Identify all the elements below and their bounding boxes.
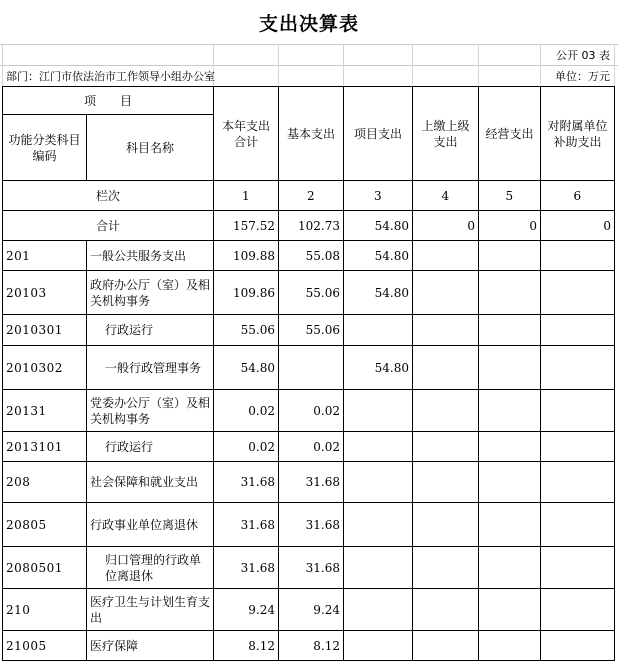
table-row [3,390,615,432]
function-code-cell: 20805 [3,503,87,547]
function-code-cell: 2013101 [3,432,87,462]
amount-cell [413,432,479,462]
amount-cell [344,462,413,503]
amount-cell [413,315,479,346]
table-row [3,271,615,315]
amount-cell: 55.06 [279,271,344,315]
header-business: 经营支出 [479,87,541,181]
department-label: 部门：江门市依法治市工作领导小组办公室 [6,70,215,83]
amount-cell [344,390,413,432]
amount-cell [541,503,615,547]
total-value: 0 [541,211,615,241]
table-row [3,547,615,589]
function-code-cell: 2010302 [3,346,87,390]
table-row [3,589,615,631]
col-index-num: 4 [413,181,479,211]
amount-cell [541,547,615,589]
subject-name-cell: 行政事业单位离退休 [87,503,214,547]
amount-cell [413,346,479,390]
function-code-cell: 201 [3,241,87,271]
header-subject-name: 科目名称 [87,115,214,181]
amount-cell: 31.68 [279,503,344,547]
amount-cell: 31.68 [279,547,344,589]
total-value: 0 [413,211,479,241]
subject-name-cell: 一般公共服务支出 [87,241,214,271]
amount-cell [541,631,615,661]
table-row [3,462,615,503]
col-index-num: 6 [541,181,615,211]
col-index-label: 栏次 [3,181,214,211]
table-body [3,241,615,661]
subject-name-cell: 行政运行 [87,315,214,346]
table-row [3,241,615,271]
amount-cell [344,547,413,589]
total-value: 54.80 [344,211,413,241]
header-total: 本年支出合计 [214,87,279,181]
subject-name-cell: 一般行政管理事务 [87,346,214,390]
subject-name-cell: 归口管理的行政单位离退休 [87,547,214,589]
amount-cell: 8.12 [214,631,279,661]
total-label: 合计 [3,211,214,241]
page-title: 支出决算表 [258,12,359,35]
header-project: 项目支出 [344,87,413,181]
amount-cell: 31.68 [214,462,279,503]
amount-cell [541,462,615,503]
amount-cell [479,432,541,462]
subject-name-cell: 党委办公厅（室）及相关机构事务 [87,390,214,432]
function-code-cell: 2080501 [3,547,87,589]
total-value: 102.73 [279,211,344,241]
amount-cell [413,241,479,271]
amount-cell [344,631,413,661]
amount-cell [541,390,615,432]
subject-name-cell: 医疗保障 [87,631,214,661]
amount-cell [541,589,615,631]
table-row [3,315,615,346]
function-code-cell: 20131 [3,390,87,432]
amount-cell: 0.02 [279,390,344,432]
amount-cell [344,503,413,547]
amount-cell [413,462,479,503]
function-code-cell: 208 [3,462,87,503]
form-number: 公开 03 表 [556,49,610,62]
table-row [3,503,615,547]
amount-cell: 54.80 [344,241,413,271]
amount-cell [479,631,541,661]
amount-cell: 54.80 [344,346,413,390]
amount-cell: 31.68 [214,547,279,589]
amount-cell: 0.02 [214,432,279,462]
table-row [3,631,615,661]
function-code-cell: 210 [3,589,87,631]
amount-cell: 54.80 [344,271,413,315]
subject-name-cell: 社会保障和就业支出 [87,462,214,503]
amount-cell [344,589,413,631]
amount-cell [413,589,479,631]
table-row [3,432,615,462]
amount-cell [541,432,615,462]
col-index-num: 3 [344,181,413,211]
table-row [3,346,615,390]
amount-cell [479,462,541,503]
amount-cell: 9.24 [214,589,279,631]
col-index-num: 5 [479,181,541,211]
amount-cell [479,346,541,390]
col-index-num: 2 [279,181,344,211]
unit-label: 单位：万元 [555,70,610,83]
amount-cell [479,271,541,315]
expenditure-table [2,86,615,661]
subject-name-cell: 行政运行 [87,432,214,462]
amount-cell: 31.68 [279,462,344,503]
function-code-cell: 20103 [3,271,87,315]
header-func-code: 功能分类科目编码 [3,115,87,181]
amount-cell [413,631,479,661]
amount-cell [344,315,413,346]
amount-cell [479,241,541,271]
amount-cell: 31.68 [214,503,279,547]
amount-cell [541,271,615,315]
amount-cell [541,315,615,346]
amount-cell [541,346,615,390]
amount-cell: 55.06 [279,315,344,346]
amount-cell [479,390,541,432]
amount-cell: 109.88 [214,241,279,271]
amount-cell [541,241,615,271]
amount-cell [479,315,541,346]
amount-cell [413,390,479,432]
subject-name-cell: 政府办公厅（室）及相关机构事务 [87,271,214,315]
subject-name-cell: 医疗卫生与计划生育支出 [87,589,214,631]
function-code-cell: 2010301 [3,315,87,346]
function-code-cell: 21005 [3,631,87,661]
header-upper: 上缴上级支出 [413,87,479,181]
total-value: 157.52 [214,211,279,241]
col-index-num: 1 [214,181,279,211]
amount-cell: 9.24 [279,589,344,631]
amount-cell: 55.08 [279,241,344,271]
amount-cell: 55.06 [214,315,279,346]
amount-cell: 0.02 [214,390,279,432]
amount-cell [413,547,479,589]
header-basic: 基本支出 [279,87,344,181]
amount-cell [479,503,541,547]
amount-cell [413,503,479,547]
header-item: 项 目 [3,87,214,115]
header-subsidy: 对附属单位补助支出 [541,87,615,181]
amount-cell: 0.02 [279,432,344,462]
amount-cell [479,589,541,631]
total-value: 0 [479,211,541,241]
amount-cell: 54.80 [214,346,279,390]
amount-cell [344,432,413,462]
amount-cell [279,346,344,390]
amount-cell [413,271,479,315]
amount-cell [479,547,541,589]
amount-cell: 109.86 [214,271,279,315]
amount-cell: 8.12 [279,631,344,661]
